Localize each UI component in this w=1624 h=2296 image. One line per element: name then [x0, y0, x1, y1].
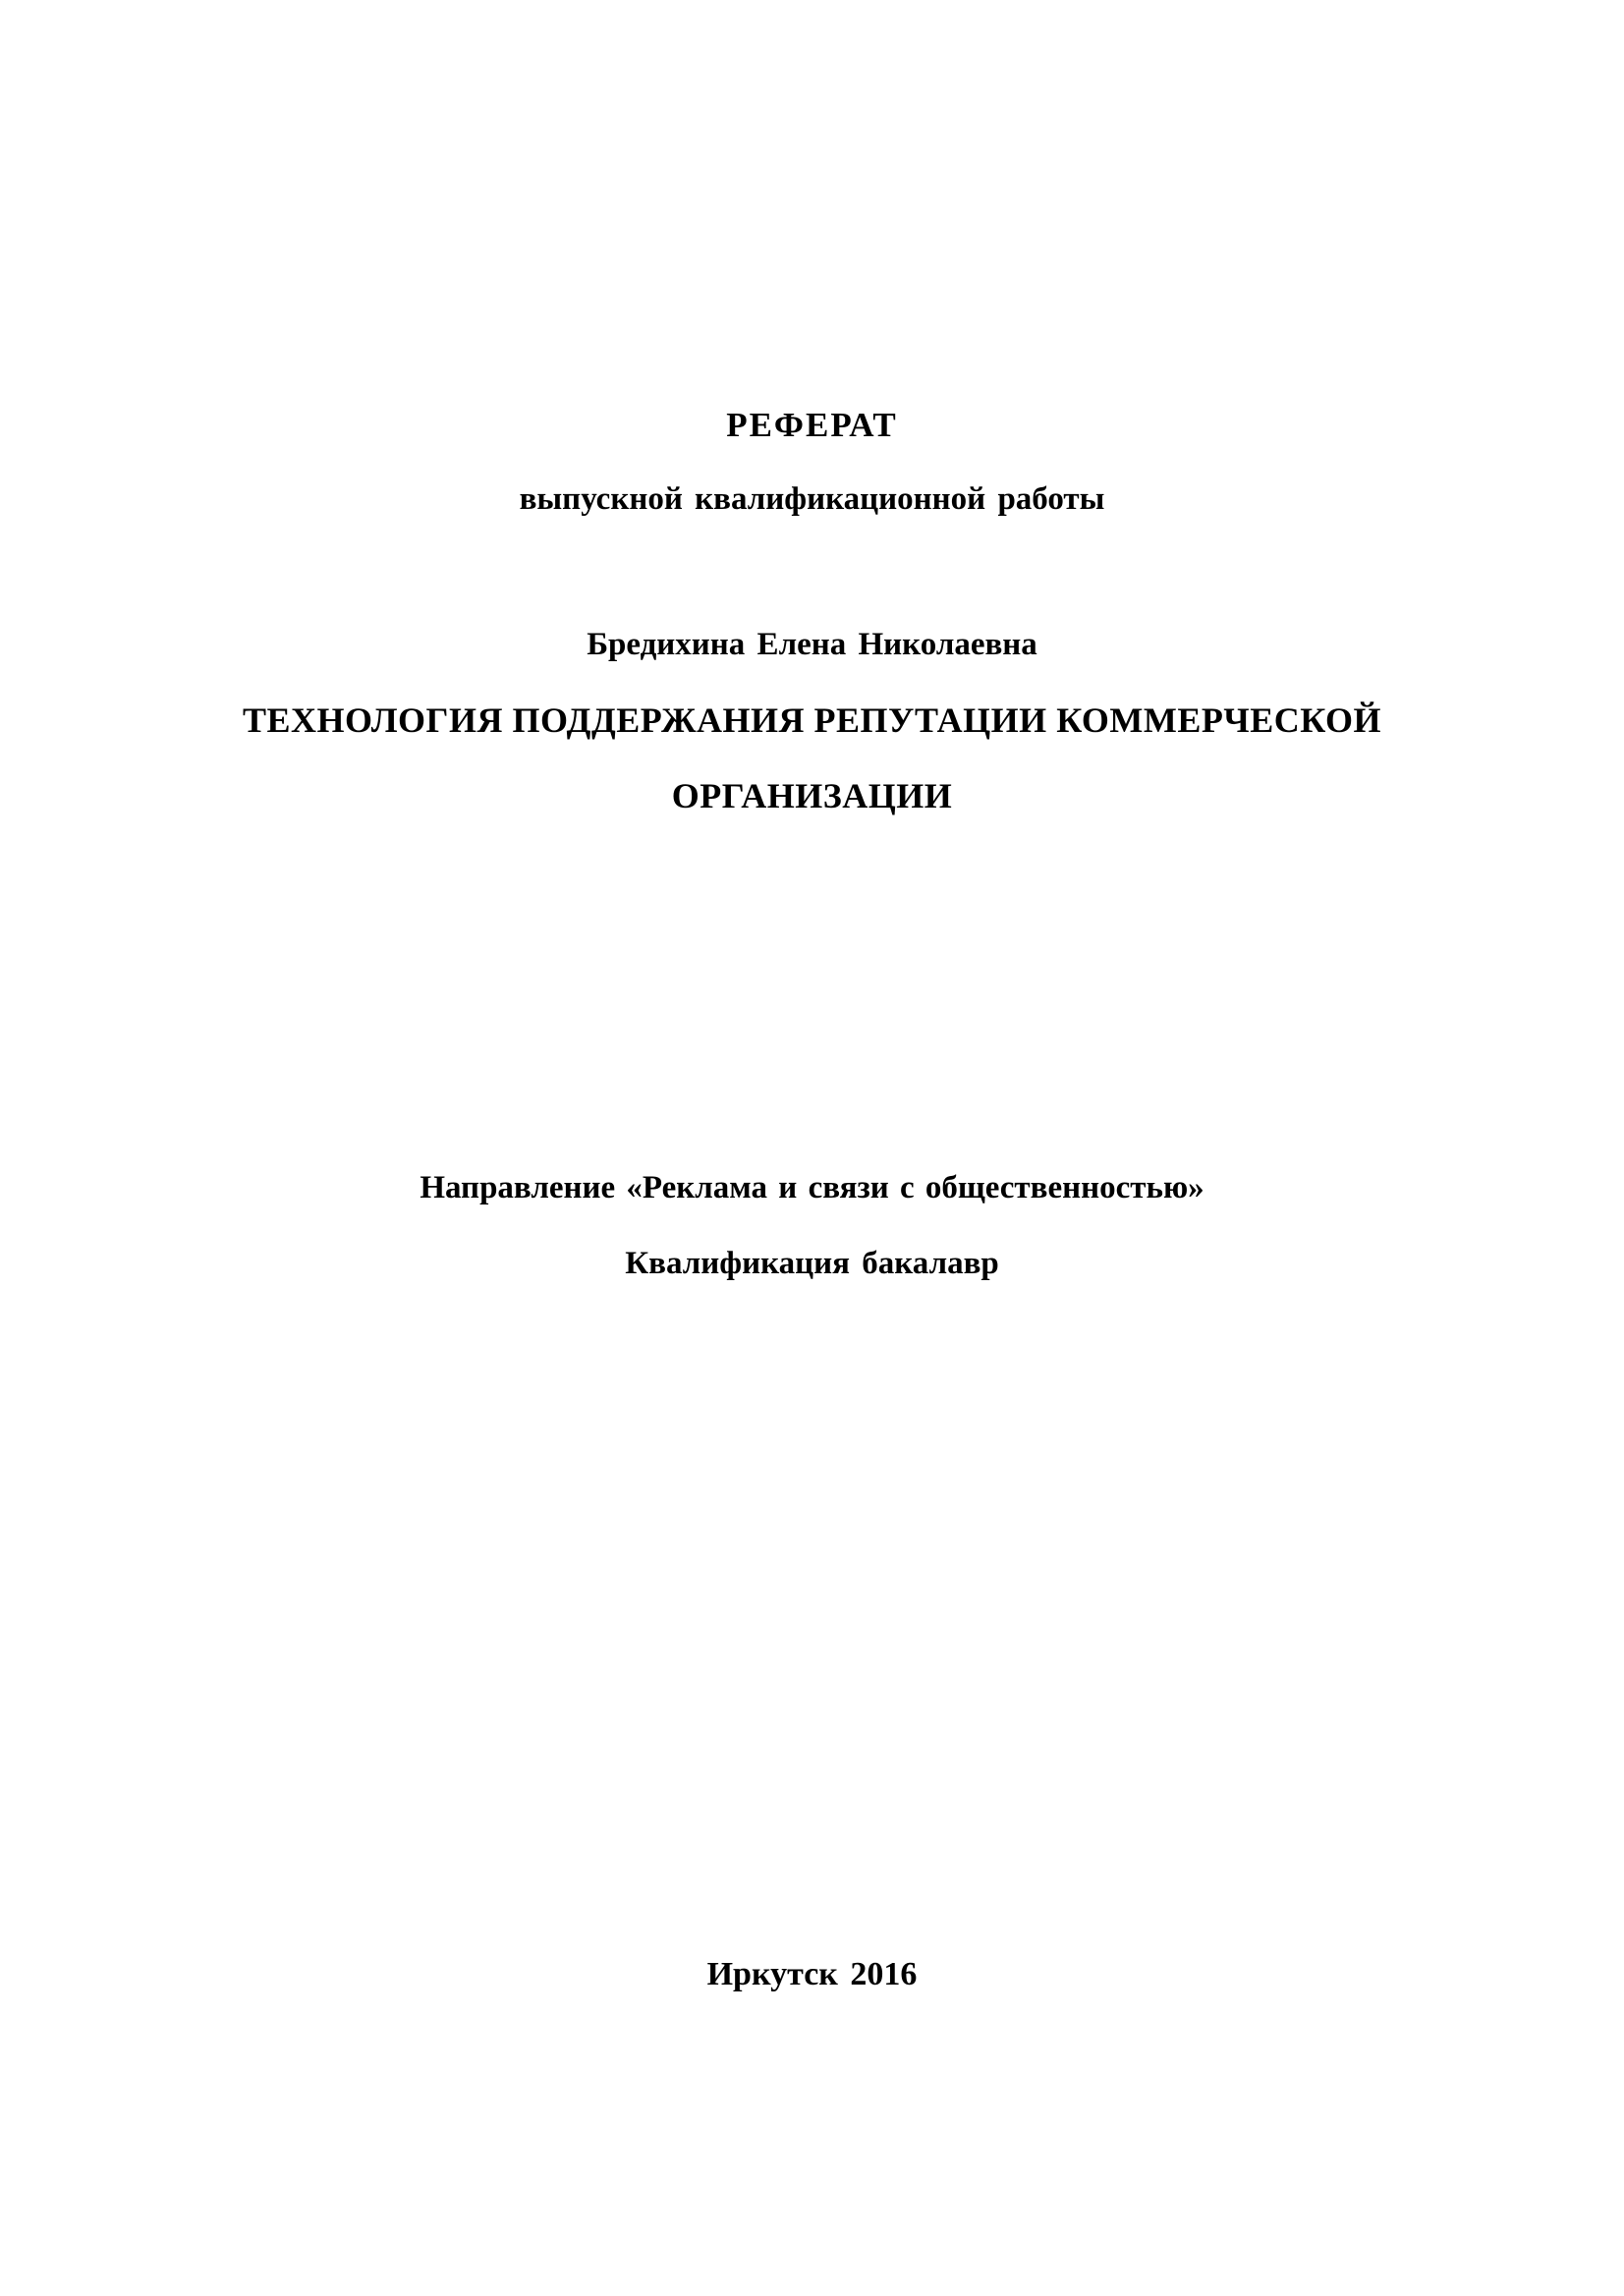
author-name: Бредихина Елена Николаевна: [587, 627, 1037, 662]
thesis-title-line-1: ТЕХНОЛОГИЯ ПОДДЕРЖАНИЯ РЕПУТАЦИИ КОММЕРЧЕСКОЙ: [243, 700, 1381, 740]
study-direction: Направление «Реклама и связи с общественностью»: [420, 1170, 1204, 1205]
document-subheading: выпускной квалификационной работы: [519, 481, 1105, 517]
document-heading: РЕФЕРАТ: [726, 406, 898, 444]
city-year: Иркутск 2016: [706, 1956, 918, 1992]
thesis-title-line-2: ОРГАНИЗАЦИИ: [671, 776, 953, 815]
qualification: Квалификация бакалавр: [625, 1246, 999, 1281]
